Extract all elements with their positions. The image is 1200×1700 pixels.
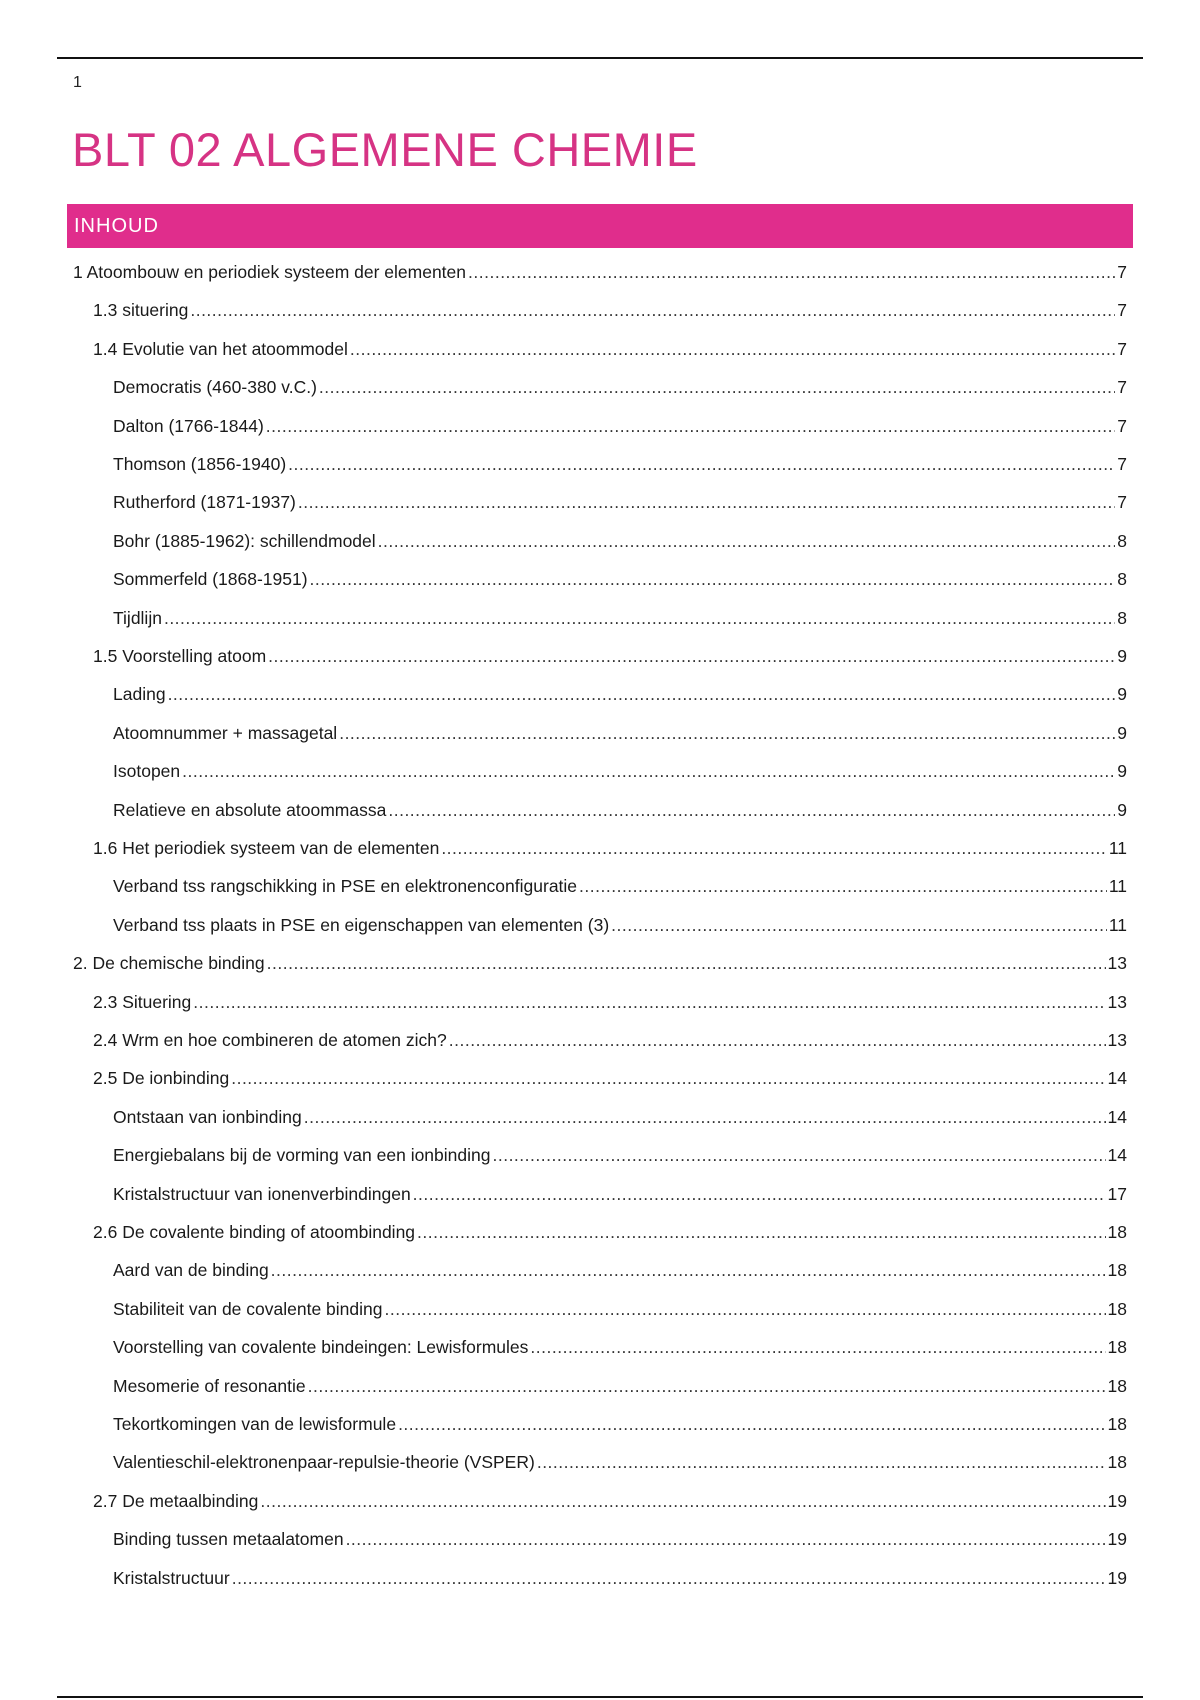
toc-entry[interactable] (113, 906, 1127, 944)
toc-entry-page: 9 (1117, 800, 1127, 820)
toc-entry[interactable] (93, 637, 1127, 675)
toc-entry[interactable] (113, 560, 1127, 598)
toc-leader-dots (267, 944, 1106, 982)
toc-entry[interactable] (73, 944, 1127, 982)
toc-entry-title: Valentieschil-elektronenpaar-repulsie-theorie (VSPER) (113, 1452, 535, 1472)
toc-entry-title: Relatieve en absolute atoommassa (113, 800, 387, 820)
toc-entry-title: 1.6 Het periodiek systeem van de elementen (93, 838, 440, 858)
toc-entry[interactable] (113, 599, 1127, 637)
toc-entry[interactable] (113, 1443, 1127, 1481)
toc-entry[interactable] (113, 714, 1127, 752)
toc-entry-title: 1.5 Voorstelling atoom (93, 646, 267, 666)
toc-entry-page: 18 (1107, 1260, 1127, 1280)
toc-entry-page: 9 (1117, 684, 1127, 704)
toc-entry-page: 8 (1117, 531, 1127, 551)
toc-heading-bar (67, 204, 1133, 248)
toc-leader-dots (232, 1559, 1106, 1597)
toc-entry[interactable] (113, 675, 1127, 713)
toc-leader-dots (310, 560, 1116, 598)
toc-leader-dots (266, 407, 1115, 445)
toc-entry-page: 7 (1117, 339, 1127, 359)
toc-leader-dots (304, 1098, 1106, 1136)
toc-entry-page: 11 (1108, 876, 1127, 896)
toc-leader-dots (350, 330, 1115, 368)
toc-entry[interactable] (113, 1328, 1127, 1366)
toc-entry-title: Verband tss plaats in PSE en eigenschappen van elementen (3) (113, 915, 610, 935)
toc-entry-page: 7 (1117, 492, 1127, 512)
toc-entry-page: 8 (1117, 608, 1127, 628)
toc-entry-page: 17 (1107, 1184, 1127, 1204)
toc-leader-dots (164, 599, 1115, 637)
toc-entry-page: 7 (1117, 300, 1127, 320)
toc-entry[interactable] (73, 253, 1127, 291)
toc-leader-dots (611, 906, 1107, 944)
toc-leader-dots (231, 1059, 1105, 1097)
toc-entry-title: Energiebalans bij de vorming van een ionbinding (113, 1145, 491, 1165)
top-rule (57, 57, 1143, 59)
toc-leader-dots (579, 867, 1107, 905)
toc-entry[interactable] (93, 1021, 1127, 1059)
toc-entry[interactable] (113, 867, 1127, 905)
toc-leader-dots (260, 1482, 1105, 1520)
toc-entry-title: Lading (113, 684, 166, 704)
toc-entry-page: 11 (1108, 915, 1127, 935)
document-title: BLT 02 ALGEMENE CHEMIE (72, 123, 698, 176)
toc-entry-title: Sommerfeld (1868-1951) (113, 569, 308, 589)
toc-entry-page: 11 (1108, 838, 1127, 858)
toc-entry-page: 18 (1107, 1452, 1127, 1472)
toc-entry-title: 1 Atoombouw en periodiek systeem der elementen (73, 262, 467, 282)
toc-leader-dots (190, 291, 1115, 329)
toc-entry-title: 1.4 Evolutie van het atoommodel (93, 339, 348, 359)
toc-entry-page: 9 (1117, 761, 1127, 781)
toc-entry-title: Tijdlijn (113, 608, 162, 628)
toc-entry-title: Democratis (460-380 v.C.) (113, 377, 317, 397)
toc-entry-page: 18 (1107, 1337, 1127, 1357)
toc-entry[interactable] (93, 983, 1127, 1021)
toc-entry-title: 2.4 Wrm en hoe combineren de atomen zich? (93, 1030, 447, 1050)
toc-entry-title: 2. De chemische binding (73, 953, 265, 973)
toc-entry-title: Mesomerie of resonantie (113, 1376, 306, 1396)
toc-entry-page: 19 (1107, 1568, 1127, 1588)
toc-entry[interactable] (93, 291, 1127, 329)
toc-entry-page: 18 (1107, 1222, 1127, 1242)
toc-entry-page: 14 (1107, 1107, 1127, 1127)
toc-entry[interactable] (113, 1367, 1127, 1405)
toc-entry-page: 7 (1117, 262, 1127, 282)
toc-leader-dots (288, 445, 1115, 483)
toc-entry[interactable] (113, 791, 1127, 829)
toc-leader-dots (182, 752, 1115, 790)
toc-leader-dots (193, 983, 1105, 1021)
toc-leader-dots (441, 829, 1107, 867)
toc-entry-page: 19 (1107, 1529, 1127, 1549)
toc-entry-title: Kristalstructuur (113, 1568, 230, 1588)
toc-entry-title: Binding tussen metaalatomen (113, 1529, 344, 1549)
toc-entry-title: Bohr (1885-1962): schillendmodel (113, 531, 376, 551)
toc-leader-dots (530, 1328, 1105, 1366)
toc-leader-dots (537, 1443, 1106, 1481)
toc-leader-dots (346, 1520, 1106, 1558)
toc-heading: INHOUD (74, 215, 159, 237)
toc-entry-title: 2.6 De covalente binding of atoombinding (93, 1222, 416, 1242)
toc-leader-dots (468, 253, 1115, 291)
toc-entry-page: 14 (1107, 1145, 1127, 1165)
toc-entry-page: 18 (1107, 1376, 1127, 1396)
bottom-rule (57, 1696, 1143, 1698)
toc-leader-dots (308, 1367, 1106, 1405)
toc-entry-title: Isotopen (113, 761, 181, 781)
toc-entry[interactable] (93, 1213, 1127, 1251)
toc-entry-title: Thomson (1856-1940) (113, 454, 287, 474)
toc-entry[interactable] (113, 483, 1127, 521)
toc-entry-title: 1.3 situering (93, 300, 189, 320)
toc-leader-dots (319, 368, 1115, 406)
page-number: 1 (73, 74, 82, 91)
toc-entry[interactable] (113, 1136, 1127, 1174)
toc-entry-page: 13 (1107, 1030, 1127, 1050)
toc-entry[interactable] (113, 1098, 1127, 1136)
toc-leader-dots (339, 714, 1115, 752)
toc-entry-page: 9 (1117, 646, 1127, 666)
toc-entry-title: Stabiliteit van de covalente binding (113, 1299, 383, 1319)
toc-entry[interactable] (113, 407, 1127, 445)
toc-entry-title: Tekortkomingen van de lewisformule (113, 1414, 397, 1434)
toc-leader-dots (268, 637, 1115, 675)
toc-entry-title: 2.5 De ionbinding (93, 1068, 230, 1088)
toc-entry-title: 2.7 De metaalbinding (93, 1491, 259, 1511)
toc-entry-page: 19 (1107, 1491, 1127, 1511)
toc-entry-page: 9 (1117, 723, 1127, 743)
toc-entry[interactable] (93, 829, 1127, 867)
toc-entry-page: 13 (1107, 953, 1127, 973)
toc-entry-title: Verband tss rangschikking in PSE en elektronenconfiguratie (113, 876, 578, 896)
toc-entry-title: Aard van de binding (113, 1260, 269, 1280)
toc-entry[interactable] (113, 1175, 1127, 1213)
toc-leader-dots (398, 1405, 1105, 1443)
toc-leader-dots (388, 791, 1115, 829)
toc-entry[interactable] (113, 1251, 1127, 1289)
toc-entry-page: 18 (1107, 1299, 1127, 1319)
toc-leader-dots (449, 1021, 1106, 1059)
toc-entry[interactable] (113, 1559, 1127, 1597)
toc-entry-title: Voorstelling van covalente bindeingen: Lewisformules (113, 1337, 529, 1357)
toc-entry-title: Atoomnummer + massagetal (113, 723, 338, 743)
toc-leader-dots (492, 1136, 1105, 1174)
toc-entry-title: 2.3 Situering (93, 992, 192, 1012)
toc-entry[interactable] (113, 1290, 1127, 1328)
toc-entry[interactable] (113, 445, 1127, 483)
toc-entry-page: 7 (1117, 377, 1127, 397)
toc-leader-dots (417, 1213, 1105, 1251)
toc-entry-page: 7 (1117, 454, 1127, 474)
toc-leader-dots (378, 522, 1116, 560)
toc-entry-title: Dalton (1766-1844) (113, 416, 264, 436)
toc-entry[interactable] (93, 1482, 1127, 1520)
toc-entry-page: 7 (1117, 416, 1127, 436)
toc-entry-page: 14 (1107, 1068, 1127, 1088)
toc-entry[interactable] (113, 1520, 1127, 1558)
toc-entry-page: 18 (1107, 1414, 1127, 1434)
toc-entry-title: Rutherford (1871-1937) (113, 492, 296, 512)
toc-entry[interactable] (113, 368, 1127, 406)
toc-entry-page: 13 (1107, 992, 1127, 1012)
toc-entry-title: Kristalstructuur van ionenverbindingen (113, 1184, 411, 1204)
toc-entry[interactable] (113, 752, 1127, 790)
toc-entry[interactable] (93, 1059, 1127, 1097)
toc-leader-dots (271, 1251, 1106, 1289)
toc-leader-dots (168, 675, 1116, 713)
toc-entry[interactable] (93, 330, 1127, 368)
toc-entry-page: 8 (1117, 569, 1127, 589)
toc-entry[interactable] (113, 522, 1127, 560)
toc-leader-dots (413, 1175, 1106, 1213)
toc-leader-dots (298, 483, 1115, 521)
toc-entry-title: Ontstaan van ionbinding (113, 1107, 302, 1127)
toc-leader-dots (385, 1290, 1106, 1328)
toc-entry[interactable] (113, 1405, 1127, 1443)
